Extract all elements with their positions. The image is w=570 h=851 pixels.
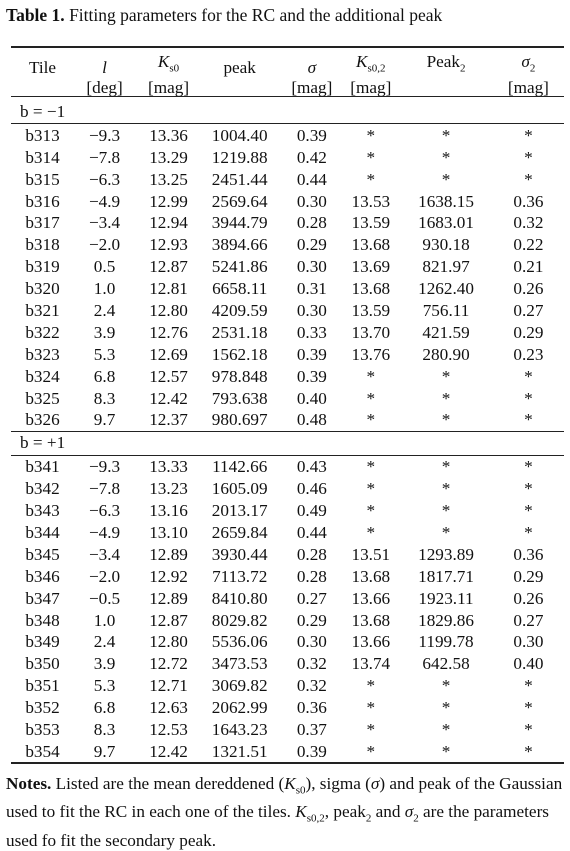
cell-peak: 1643.23: [211, 720, 268, 740]
cell-peak2: *: [441, 501, 451, 521]
cell-sigma: 0.27: [296, 588, 327, 608]
table-row: [11, 631, 564, 653]
cell-peak: 1004.40: [211, 125, 268, 145]
cell-ks0: 12.63: [149, 698, 188, 718]
cell-sigma: 0.44: [296, 169, 327, 189]
cell-l: 1.0: [93, 610, 116, 630]
cell-sigma: 0.42: [296, 147, 327, 167]
cell-ks0: 12.69: [149, 344, 188, 364]
cell-sigma: 0.37: [296, 720, 327, 740]
cell-sigma2: *: [524, 676, 533, 696]
cell-tile: b350: [25, 654, 60, 674]
cell-sigma2: 0.26: [513, 588, 544, 608]
cell-ks0: 12.92: [149, 566, 188, 586]
cell-ks0: 13.23: [149, 479, 188, 499]
table-body: [11, 100, 564, 763]
cell-sigma: 0.32: [296, 654, 327, 674]
cell-ks02: *: [366, 147, 376, 167]
cell-peak2: 1817.71: [418, 566, 474, 586]
cell-ks02: *: [366, 523, 376, 543]
cell-peak2: *: [441, 676, 451, 696]
cell-ks0: 12.87: [149, 610, 188, 630]
cell-tile: b351: [25, 676, 60, 696]
cell-peak2: 642.58: [422, 654, 470, 674]
header-row-2: [11, 78, 564, 100]
table-row: [11, 124, 564, 146]
col-header-ks0: $K_{s0}$: [157, 52, 180, 75]
cell-sigma2: 0.29: [513, 566, 544, 586]
cell-ks02: *: [366, 388, 376, 408]
cell-ks02: 13.68: [351, 566, 391, 586]
cell-ks0: 12.57: [149, 366, 188, 386]
cell-sigma: 0.28: [296, 544, 327, 564]
cell-l: 2.4: [93, 632, 116, 652]
cell-l: −6.3: [88, 501, 121, 521]
cell-ks0: 13.25: [149, 169, 188, 189]
fit-parameters-table: [11, 52, 564, 764]
cell-l: 5.3: [93, 676, 116, 696]
cell-l: −4.9: [88, 191, 121, 211]
cell-ks02: 13.68: [351, 610, 391, 630]
cell-ks02: *: [366, 366, 376, 386]
cell-ks0: 12.76: [149, 322, 188, 342]
cell-tile: b317: [25, 213, 60, 233]
cell-peak2: *: [441, 720, 451, 740]
cell-sigma: 0.48: [296, 410, 327, 430]
cell-ks0: 12.53: [149, 720, 188, 740]
cell-peak2: 280.90: [422, 344, 470, 364]
cell-ks02: *: [366, 457, 376, 477]
table-row: [11, 455, 564, 477]
cell-l: −9.3: [88, 457, 121, 477]
cell-ks02: 13.74: [351, 654, 391, 674]
cell-ks02: 13.69: [351, 257, 391, 277]
cell-l: −4.9: [88, 523, 121, 543]
cell-peak2: *: [441, 523, 451, 543]
col-header-peak: peak: [223, 58, 256, 78]
cell-l: 8.3: [93, 720, 116, 740]
table-row: [11, 321, 564, 343]
table-row: [11, 653, 564, 675]
cell-ks02: *: [366, 698, 376, 718]
cell-l: 5.3: [93, 344, 116, 364]
table-row: [11, 234, 564, 256]
cell-ks02: *: [366, 410, 376, 430]
cell-ks0: 12.99: [149, 191, 188, 211]
cell-sigma2: 0.26: [513, 279, 544, 299]
cell-ks0: 13.29: [149, 147, 188, 167]
cell-peak: 1142.66: [212, 457, 268, 477]
table-row: [11, 387, 564, 409]
cell-ks0: 12.42: [139, 740, 198, 763]
cell-tile: b352: [25, 698, 60, 718]
cell-ks0: 12.80: [149, 632, 188, 652]
cell-peak: 1219.88: [211, 147, 268, 167]
cell-sigma: 0.39: [296, 125, 327, 145]
cell-ks02: 13.68: [351, 279, 391, 299]
cell-ks0: 13.16: [149, 501, 188, 521]
cell-sigma: 0.30: [296, 301, 327, 320]
cell-sigma2: *: [493, 740, 564, 763]
cell-sigma2: *: [524, 720, 533, 740]
cell-l: 6.8: [93, 698, 116, 718]
cell-ks02: *: [366, 501, 376, 521]
cell-sigma: 0.31: [296, 279, 327, 299]
cell-tile: b341: [25, 457, 60, 477]
cell-peak: 1605.09: [211, 479, 268, 499]
cell-sigma2: *: [524, 501, 533, 521]
cell-tile: b347: [25, 588, 60, 608]
cell-sigma2: 0.29: [513, 322, 544, 342]
cell-ks02: 13.76: [351, 344, 391, 364]
cell-sigma: 0.28: [296, 213, 327, 233]
cell-ks0: 13.33: [149, 457, 188, 477]
cell-l: 9.7: [74, 740, 139, 763]
cell-peak2: 421.59: [422, 322, 470, 342]
cell-peak2: *: [441, 479, 451, 499]
table-row: [11, 587, 564, 609]
cell-sigma2: *: [524, 147, 533, 167]
cell-tile: b314: [25, 147, 60, 167]
cell-ks0: 13.36: [149, 125, 188, 145]
cell-sigma2: 0.23: [513, 344, 544, 364]
cell-sigma: 0.39: [296, 366, 327, 386]
cell-sigma2: 0.36: [513, 191, 544, 211]
cell-l: −2.0: [88, 566, 121, 586]
cell-sigma: 0.30: [296, 257, 327, 277]
cell-tile: b348: [25, 610, 60, 630]
group-header-row: [11, 431, 564, 455]
cell-ks02: *: [366, 125, 376, 145]
cell-peak: 978.848: [211, 366, 268, 386]
cell-sigma2: *: [524, 698, 533, 718]
cell-tile: b326: [25, 410, 60, 430]
cell-tile: b316: [25, 191, 60, 211]
cell-ks0: 12.42: [149, 388, 188, 408]
table-row: [11, 300, 564, 322]
cell-ks0: 12.87: [149, 257, 188, 277]
table-row: [11, 256, 564, 278]
cell-l: −2.0: [88, 235, 121, 255]
table-row: [11, 212, 564, 234]
cell-peak: 3473.53: [211, 654, 268, 674]
cell-sigma: 0.39: [281, 740, 342, 763]
cell-sigma: 0.49: [296, 501, 327, 521]
col-header-sigma2: $\sigma_2$: [521, 52, 536, 75]
cell-sigma2: 0.27: [513, 610, 544, 630]
cell-sigma: 0.32: [296, 676, 327, 696]
cell-tile: b315: [25, 169, 60, 189]
cell-peak: 1562.18: [211, 344, 268, 364]
cell-peak: 5536.06: [211, 632, 268, 652]
table-row: [11, 278, 564, 300]
cell-peak2: 1262.40: [418, 279, 474, 299]
unit-sigma2: [mag]: [507, 78, 549, 98]
table-label: Table 1.: [6, 5, 65, 25]
cell-ks0: 12.89: [149, 588, 188, 608]
cell-peak2: 1683.01: [418, 213, 474, 233]
cell-tile: b318: [25, 235, 60, 255]
cell-sigma2: *: [524, 125, 533, 145]
cell-tile: b313: [25, 125, 60, 145]
cell-sigma: 0.44: [296, 523, 327, 543]
cell-ks02: 13.59: [351, 213, 391, 233]
cell-l: −7.8: [88, 479, 121, 499]
cell-ks0: 12.94: [149, 213, 188, 233]
table-caption: [6, 5, 566, 25]
cell-peak: 2062.99: [211, 698, 268, 718]
cell-tile: b349: [25, 632, 60, 652]
cell-peak: 3069.82: [211, 676, 268, 696]
cell-peak: 793.638: [211, 388, 268, 408]
col-header-tile: Tile: [28, 58, 57, 78]
table-title: Fitting parameters for the RC and the additional peak: [69, 5, 443, 25]
cell-sigma2: *: [524, 388, 533, 408]
cell-ks02: 13.53: [351, 191, 391, 211]
cell-peak: 2451.44: [211, 169, 268, 189]
cell-peak: 8029.82: [211, 610, 268, 630]
cell-peak2: 1199.78: [418, 632, 474, 652]
cell-peak: 8410.80: [211, 588, 268, 608]
cell-l: 9.7: [93, 410, 116, 430]
cell-ks0: 13.10: [149, 523, 188, 543]
cell-peak: 3944.79: [211, 213, 268, 233]
cell-tile: b323: [25, 344, 60, 364]
cell-sigma2: 0.32: [513, 213, 544, 233]
unit-ks0: [mag]: [148, 78, 190, 98]
cell-peak2: *: [399, 740, 493, 763]
table-row: [11, 190, 564, 212]
cell-tile: b319: [25, 257, 60, 277]
cell-l: 3.9: [93, 322, 116, 342]
cell-l: −3.4: [88, 213, 121, 233]
cell-ks02: 13.66: [351, 632, 391, 652]
cell-peak2: *: [441, 457, 451, 477]
cell-tile: b346: [25, 566, 60, 586]
header-row-1: [11, 52, 564, 78]
cell-tile: b320: [25, 279, 60, 299]
cell-sigma2: 0.21: [513, 257, 544, 277]
cell-sigma: 0.29: [296, 235, 327, 255]
cell-l: −9.3: [88, 125, 121, 145]
cell-l: 0.5: [93, 257, 116, 277]
cell-sigma: 0.46: [296, 479, 327, 499]
cell-ks0: 12.81: [149, 279, 188, 299]
cell-peak2: 930.18: [422, 235, 470, 255]
cell-ks02: 13.51: [351, 544, 391, 564]
table-row: [11, 478, 564, 500]
cell-tile: b343: [25, 501, 60, 521]
table-notes: Notes. Listed are the mean dereddened $(K_{s0})$, sigma (σ) and peak of the Gaussian used to fit the RC in each one of the tiles. $K_{s0,2}$, peak$_2$ and $\sigma_2$ are the parameters used fo fit the secondary peak.: [6, 774, 563, 850]
cell-sigma2: *: [524, 169, 533, 189]
cell-sigma: 0.43: [296, 457, 327, 477]
group-header-row: [11, 100, 564, 124]
cell-ks02: 13.70: [351, 322, 391, 342]
cell-sigma: 0.40: [296, 388, 327, 408]
notes-label: Notes.: [6, 774, 52, 793]
cell-tile: b325: [25, 388, 60, 408]
cell-l: 1.0: [93, 279, 116, 299]
cell-tile: b321: [25, 301, 60, 320]
cell-peak: 1321.51: [198, 740, 281, 763]
cell-ks0: 12.80: [149, 301, 188, 320]
cell-sigma: 0.36: [296, 698, 327, 718]
cell-peak2: 1829.86: [418, 610, 474, 630]
cell-peak: 3894.66: [211, 235, 268, 255]
cell-sigma2: 0.27: [513, 301, 544, 320]
cell-peak: 2013.17: [211, 501, 268, 521]
cell-sigma: 0.30: [296, 632, 327, 652]
cell-ks0: 12.93: [149, 235, 188, 255]
cell-peak: 7113.72: [212, 566, 268, 586]
table-row: [11, 365, 564, 387]
top-rule: [11, 46, 564, 48]
cell-ks02: *: [366, 676, 376, 696]
cell-ks02: *: [366, 720, 376, 740]
cell-ks02: *: [366, 169, 376, 189]
cell-ks02: 13.59: [351, 301, 391, 320]
cell-peak2: *: [441, 147, 451, 167]
cell-tile: b342: [25, 479, 60, 499]
cell-tile: b344: [25, 523, 60, 543]
cell-sigma: 0.39: [296, 344, 327, 364]
cell-l: 2.4: [93, 301, 116, 320]
cell-sigma: 0.28: [296, 566, 327, 586]
table-row: [11, 740, 564, 763]
col-header-peak2: Peak$_2$: [426, 52, 466, 75]
cell-sigma2: *: [524, 479, 533, 499]
cell-ks02: *: [342, 740, 399, 763]
cell-sigma: 0.30: [296, 191, 327, 211]
table-row: [11, 609, 564, 631]
cell-l: 6.8: [93, 366, 116, 386]
table-row: [11, 168, 564, 190]
cell-peak2: 756.11: [422, 301, 470, 320]
table-row: [11, 697, 564, 719]
cell-tile: b345: [25, 544, 60, 564]
cell-peak: 5241.86: [211, 257, 268, 277]
cell-sigma: 0.29: [296, 610, 327, 630]
cell-l: 8.3: [93, 388, 116, 408]
cell-sigma2: 0.22: [513, 235, 544, 255]
cell-tile: b353: [25, 720, 60, 740]
cell-peak: 980.697: [211, 410, 268, 430]
cell-peak: 2659.84: [211, 523, 268, 543]
table-row: [11, 543, 564, 565]
cell-sigma2: 0.30: [513, 632, 544, 652]
unit-ks02: [mag]: [350, 78, 392, 98]
cell-ks02: 13.68: [351, 235, 391, 255]
cell-l: −6.3: [88, 169, 121, 189]
table-row: [11, 409, 564, 431]
cell-peak2: 1923.11: [418, 588, 474, 608]
cell-ks0: 12.89: [149, 544, 188, 564]
table-row: [11, 343, 564, 365]
cell-ks0: 12.72: [149, 654, 188, 674]
col-header-l: l: [102, 58, 107, 78]
cell-sigma2: 0.36: [513, 544, 544, 564]
group-label: b = +1: [11, 431, 564, 455]
cell-ks02: 13.66: [351, 588, 391, 608]
cell-sigma2: 0.40: [513, 654, 544, 674]
table-row: [11, 719, 564, 741]
col-header-sigma: σ: [307, 58, 317, 78]
cell-peak2: 1638.15: [418, 191, 474, 211]
col-header-ks02: $K_{s0,2}$: [356, 52, 386, 75]
cell-sigma2: *: [524, 366, 533, 386]
table-row: [11, 565, 564, 587]
cell-tile: b324: [25, 366, 60, 386]
cell-peak2: 1293.89: [418, 544, 474, 564]
cell-peak: 3930.44: [211, 544, 268, 564]
cell-sigma2: *: [524, 410, 533, 430]
cell-l: −3.4: [88, 544, 121, 564]
cell-peak2: *: [441, 698, 451, 718]
unit-l: [deg]: [86, 78, 123, 98]
unit-sigma: [mag]: [291, 78, 333, 98]
cell-peak2: 821.97: [422, 257, 470, 277]
cell-peak: 4209.59: [211, 301, 268, 320]
cell-ks02: *: [366, 479, 376, 499]
table-row: [11, 675, 564, 697]
cell-tile: b322: [25, 322, 60, 342]
cell-peak2: *: [441, 366, 451, 386]
cell-peak2: *: [441, 410, 451, 430]
cell-l: −7.8: [88, 147, 121, 167]
table-row: [11, 500, 564, 522]
cell-sigma2: *: [524, 457, 533, 477]
cell-peak: 2531.18: [211, 322, 268, 342]
cell-peak: 2569.64: [211, 191, 268, 211]
cell-peak: 6658.11: [212, 279, 268, 299]
cell-ks0: 12.37: [149, 410, 188, 430]
cell-peak2: *: [441, 388, 451, 408]
table-row: [11, 522, 564, 544]
group-label: b = −1: [11, 100, 564, 124]
cell-l: −0.5: [88, 588, 121, 608]
cell-l: 3.9: [93, 654, 116, 674]
cell-peak2: *: [441, 169, 451, 189]
cell-sigma2: *: [524, 523, 533, 543]
cell-peak2: *: [441, 125, 451, 145]
cell-ks0: 12.71: [149, 676, 188, 696]
cell-tile: b354: [11, 740, 74, 763]
cell-sigma: 0.33: [296, 322, 327, 342]
table-row: [11, 146, 564, 168]
